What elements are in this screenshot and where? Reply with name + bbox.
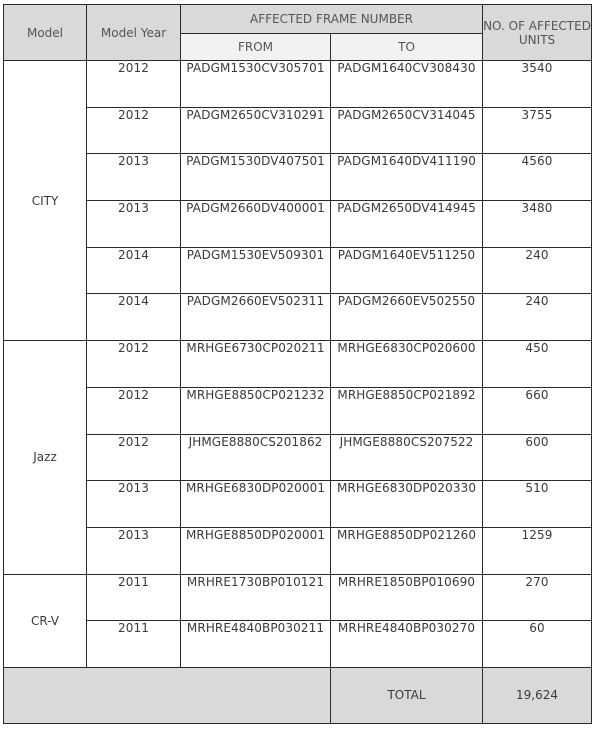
table-row: [4, 107, 592, 154]
units-cell: 510: [483, 481, 592, 528]
to-frame-cell: JHMGE8880CS207522: [331, 434, 483, 481]
table-row: [4, 527, 592, 574]
from-frame-cell: MRHRE4840BP030211: [181, 621, 331, 668]
header-model: Model: [4, 5, 87, 61]
from-frame-cell: PADGM2660EV502311: [181, 294, 331, 341]
to-frame-cell: MRHGE8850CP021892: [331, 387, 483, 434]
year-cell: 2014: [87, 247, 181, 294]
to-frame-cell: MRHGE6830DP020330: [331, 481, 483, 528]
to-frame-cell: PADGM1640DV411190: [331, 154, 483, 201]
model-cell: Jazz: [4, 341, 87, 574]
year-cell: 2011: [87, 621, 181, 668]
table-row: [4, 154, 592, 201]
to-frame-cell: PADGM1640CV308430: [331, 61, 483, 108]
units-cell: 240: [483, 247, 592, 294]
units-cell: 3540: [483, 61, 592, 108]
year-cell: 2012: [87, 107, 181, 154]
from-frame-cell: MRHGE8850DP020001: [181, 527, 331, 574]
year-cell: 2011: [87, 574, 181, 621]
total-value: 19,624: [483, 667, 592, 723]
table-row: [4, 247, 592, 294]
to-frame-cell: PADGM2660EV502550: [331, 294, 483, 341]
from-frame-cell: PADGM1530DV407501: [181, 154, 331, 201]
table-body: [4, 61, 592, 724]
year-cell: 2013: [87, 481, 181, 528]
to-frame-cell: MRHRE4840BP030270: [331, 621, 483, 668]
header-row-primary: [4, 5, 592, 34]
from-frame-cell: MRHGE6830DP020001: [181, 481, 331, 528]
units-cell: 3480: [483, 201, 592, 248]
from-frame-cell: PADGM2660DV400001: [181, 201, 331, 248]
model-cell: CITY: [4, 61, 87, 341]
from-frame-cell: MRHRE1730BP010121: [181, 574, 331, 621]
model-cell: CR-V: [4, 574, 87, 667]
to-frame-cell: MRHGE8850DP021260: [331, 527, 483, 574]
table-header: [4, 5, 592, 61]
table-row: [4, 341, 592, 388]
table-row: [4, 434, 592, 481]
table-row: [4, 61, 592, 108]
from-frame-cell: JHMGE8880CS201862: [181, 434, 331, 481]
units-cell: 270: [483, 574, 592, 621]
header-model-year: Model Year: [87, 5, 181, 61]
table-row: [4, 481, 592, 528]
to-frame-cell: PADGM2650DV414945: [331, 201, 483, 248]
units-cell: 4560: [483, 154, 592, 201]
table-row: [4, 201, 592, 248]
year-cell: 2012: [87, 387, 181, 434]
header-affected-units: NO. OF AFFECTED UNITS: [483, 5, 592, 61]
year-cell: 2012: [87, 341, 181, 388]
header-to: TO: [331, 34, 483, 61]
units-cell: 450: [483, 341, 592, 388]
year-cell: 2013: [87, 201, 181, 248]
year-cell: 2013: [87, 527, 181, 574]
from-frame-cell: PADGM2650CV310291: [181, 107, 331, 154]
units-cell: 1259: [483, 527, 592, 574]
year-cell: 2012: [87, 61, 181, 108]
units-cell: 3755: [483, 107, 592, 154]
units-cell: 60: [483, 621, 592, 668]
total-row-filler: [4, 667, 331, 723]
total-label: TOTAL: [331, 667, 483, 723]
units-cell: 600: [483, 434, 592, 481]
header-from: FROM: [181, 34, 331, 61]
from-frame-cell: PADGM1530CV305701: [181, 61, 331, 108]
to-frame-cell: MRHRE1850BP010690: [331, 574, 483, 621]
from-frame-cell: MRHGE6730CP020211: [181, 341, 331, 388]
year-cell: 2014: [87, 294, 181, 341]
units-cell: 240: [483, 294, 592, 341]
units-cell: 660: [483, 387, 592, 434]
table-row: [4, 387, 592, 434]
to-frame-cell: PADGM1640EV511250: [331, 247, 483, 294]
year-cell: 2012: [87, 434, 181, 481]
from-frame-cell: PADGM1530EV509301: [181, 247, 331, 294]
recall-table: [3, 4, 592, 724]
table-row: [4, 574, 592, 621]
header-affected-frame-number: AFFECTED FRAME NUMBER: [181, 5, 483, 34]
to-frame-cell: PADGM2650CV314045: [331, 107, 483, 154]
to-frame-cell: MRHGE6830CP020600: [331, 341, 483, 388]
from-frame-cell: MRHGE8850CP021232: [181, 387, 331, 434]
year-cell: 2013: [87, 154, 181, 201]
table-row: [4, 621, 592, 668]
total-row: [4, 667, 592, 723]
table-row: [4, 294, 592, 341]
